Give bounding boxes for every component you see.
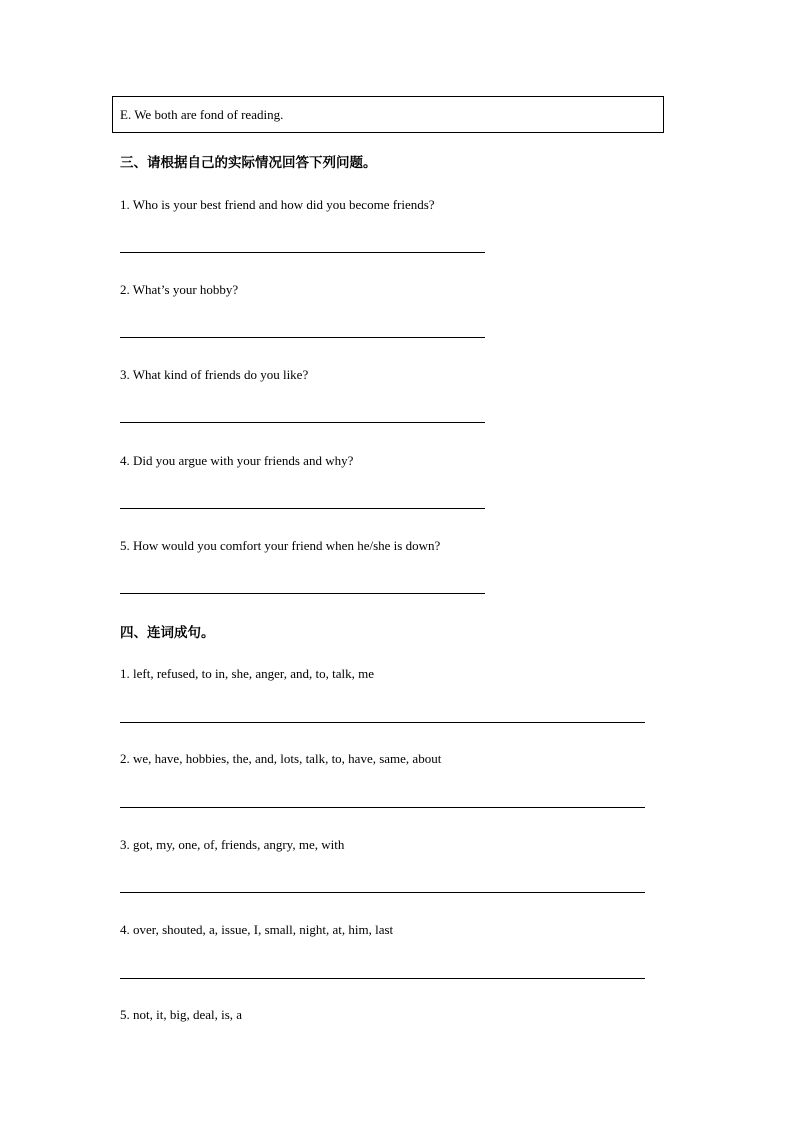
section-4-item-1: 1. left, refused, to in, she, anger, and, to, talk, me xyxy=(120,666,374,681)
option-e-text: E. We both are fond of reading. xyxy=(120,107,284,122)
section-4-item-3: 3. got, my, one, of, friends, angry, me, with xyxy=(120,837,345,852)
section-4-answer-line-4[interactable] xyxy=(120,978,645,979)
section-3-answer-line-1[interactable] xyxy=(120,252,485,253)
section-3-question-4: 4. Did you argue with your friends and why? xyxy=(120,453,354,468)
section-3-heading: 三、请根据自己的实际情况回答下列问题。 xyxy=(120,155,377,171)
section-4-item-5: 5. not, it, big, deal, is, a xyxy=(120,1007,243,1022)
section-4-heading: 四、连词成句。 xyxy=(120,625,215,641)
section-3-question-2: 2. What’s your hobby? xyxy=(120,282,239,297)
section-3-answer-line-3[interactable] xyxy=(120,422,485,423)
section-3-answer-line-5[interactable] xyxy=(120,593,485,594)
section-4-answer-line-2[interactable] xyxy=(120,807,645,808)
section-3-question-1: 1. Who is your best friend and how did you become friends? xyxy=(120,197,435,212)
section-4-answer-line-3[interactable] xyxy=(120,892,645,893)
option-e-box xyxy=(112,96,664,133)
section-4-item-4: 4. over, shouted, a, issue, I, small, night, at, him, last xyxy=(120,922,394,937)
section-3-question-5: 5. How would you comfort your friend when he/she is down? xyxy=(120,538,441,553)
section-4-answer-line-1[interactable] xyxy=(120,722,645,723)
section-3-answer-line-4[interactable] xyxy=(120,508,485,509)
section-4-item-2: 2. we, have, hobbies, the, and, lots, talk, to, have, same, about xyxy=(120,751,442,766)
section-3-answer-line-2[interactable] xyxy=(120,337,485,338)
section-3-question-3: 3. What kind of friends do you like? xyxy=(120,367,309,382)
